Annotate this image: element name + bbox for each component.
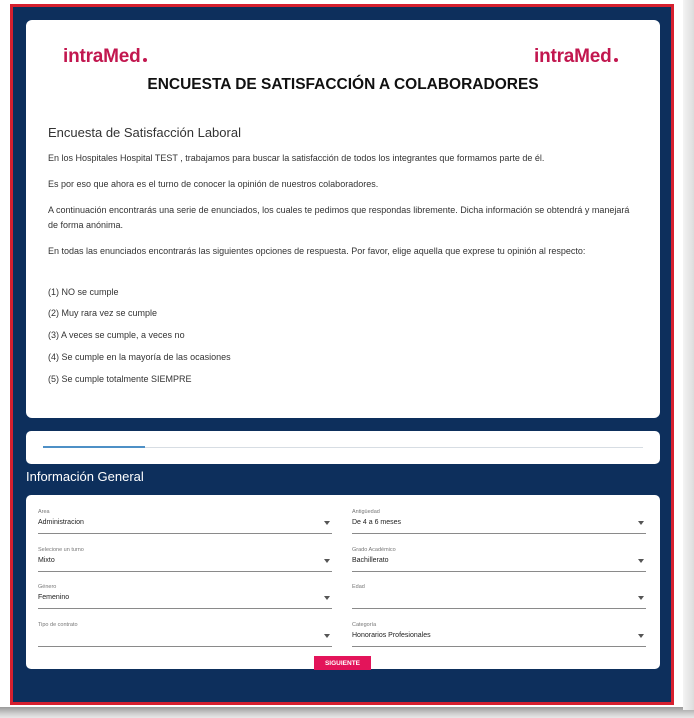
genero-label: Género	[38, 584, 57, 590]
area-select[interactable]	[38, 509, 332, 534]
section-heading: Información General	[26, 469, 144, 484]
edad-select[interactable]	[352, 584, 646, 609]
genero-select[interactable]	[38, 584, 332, 609]
grado-value: Bachillerato	[352, 557, 389, 564]
categoria-value: Honorarios Profesionales	[352, 632, 431, 639]
contrato-label: Tipo de contrato	[38, 622, 78, 628]
intramed-logo-left: intraMed	[63, 46, 147, 68]
chevron-down-icon	[324, 634, 330, 638]
answer-option: (4) Se cumple en la mayoría de las ocasiones	[48, 352, 231, 362]
categoria-select[interactable]	[352, 622, 646, 647]
answer-option: (3) A veces se cumple, a veces no	[48, 330, 185, 340]
intro-card	[26, 20, 660, 418]
progress-bar	[43, 447, 643, 448]
intro-paragraph: Es por eso que ahora es el turno de conocer la opinión de nuestros colaboradores.	[48, 179, 379, 189]
area-label: Area	[38, 509, 50, 515]
answer-option: (5) Se cumple totalmente SIEMPRE	[48, 374, 192, 384]
window-edge	[683, 0, 694, 710]
turno-select[interactable]	[38, 547, 332, 572]
page-title: ENCUESTA DE SATISFACCIÓN A COLABORADORES	[147, 76, 539, 93]
intramed-logo-right: intraMed	[534, 46, 618, 68]
chevron-down-icon	[324, 521, 330, 525]
area-value: Administracion	[38, 519, 84, 526]
turno-label: Selecione un turno	[38, 547, 84, 553]
chevron-down-icon	[638, 634, 644, 638]
chevron-down-icon	[324, 596, 330, 600]
intro-paragraph: En los Hospitales Hospital TEST , trabajamos para buscar la satisfacción de todos los integrantes que formamos parte de él.	[48, 153, 545, 163]
edad-label: Edad	[352, 584, 365, 590]
answer-option: (1) NO se cumple	[48, 287, 119, 297]
chevron-down-icon	[638, 559, 644, 563]
categoria-label: Categoría	[352, 622, 377, 628]
grado-select[interactable]	[352, 547, 646, 572]
antiguedad-value: De 4 a 6 meses	[352, 519, 402, 526]
intro-paragraph: A continuación encontrarás una serie de enunciados, los cuales te pedimos que respondas libremente. Dicha información se obtendrá y manejará de forma anónima.	[48, 205, 630, 230]
contrato-select[interactable]	[38, 622, 332, 647]
intro-paragraph: En todas las enunciados encontrarás las siguientes opciones de respuesta. Por favor, elige aquella que exprese tu opinión al respecto:	[48, 246, 586, 256]
next-button[interactable]: SIGUIENTE	[314, 656, 371, 670]
answer-option: (2) Muy rara vez se cumple	[48, 308, 158, 318]
progress-card	[26, 431, 660, 464]
survey-subtitle: Encuesta de Satisfacción Laboral	[48, 125, 241, 140]
chevron-down-icon	[638, 521, 644, 525]
antiguedad-select[interactable]	[352, 509, 646, 534]
window-shadow	[0, 707, 694, 718]
grado-label: Grado Académico	[352, 547, 396, 553]
genero-value: Femenino	[38, 594, 70, 601]
progress-fill	[43, 446, 145, 448]
general-info-form	[26, 495, 660, 669]
turno-value: Mixto	[38, 557, 55, 564]
chevron-down-icon	[324, 559, 330, 563]
chevron-down-icon	[638, 596, 644, 600]
antiguedad-label: Antigüedad	[352, 509, 380, 515]
